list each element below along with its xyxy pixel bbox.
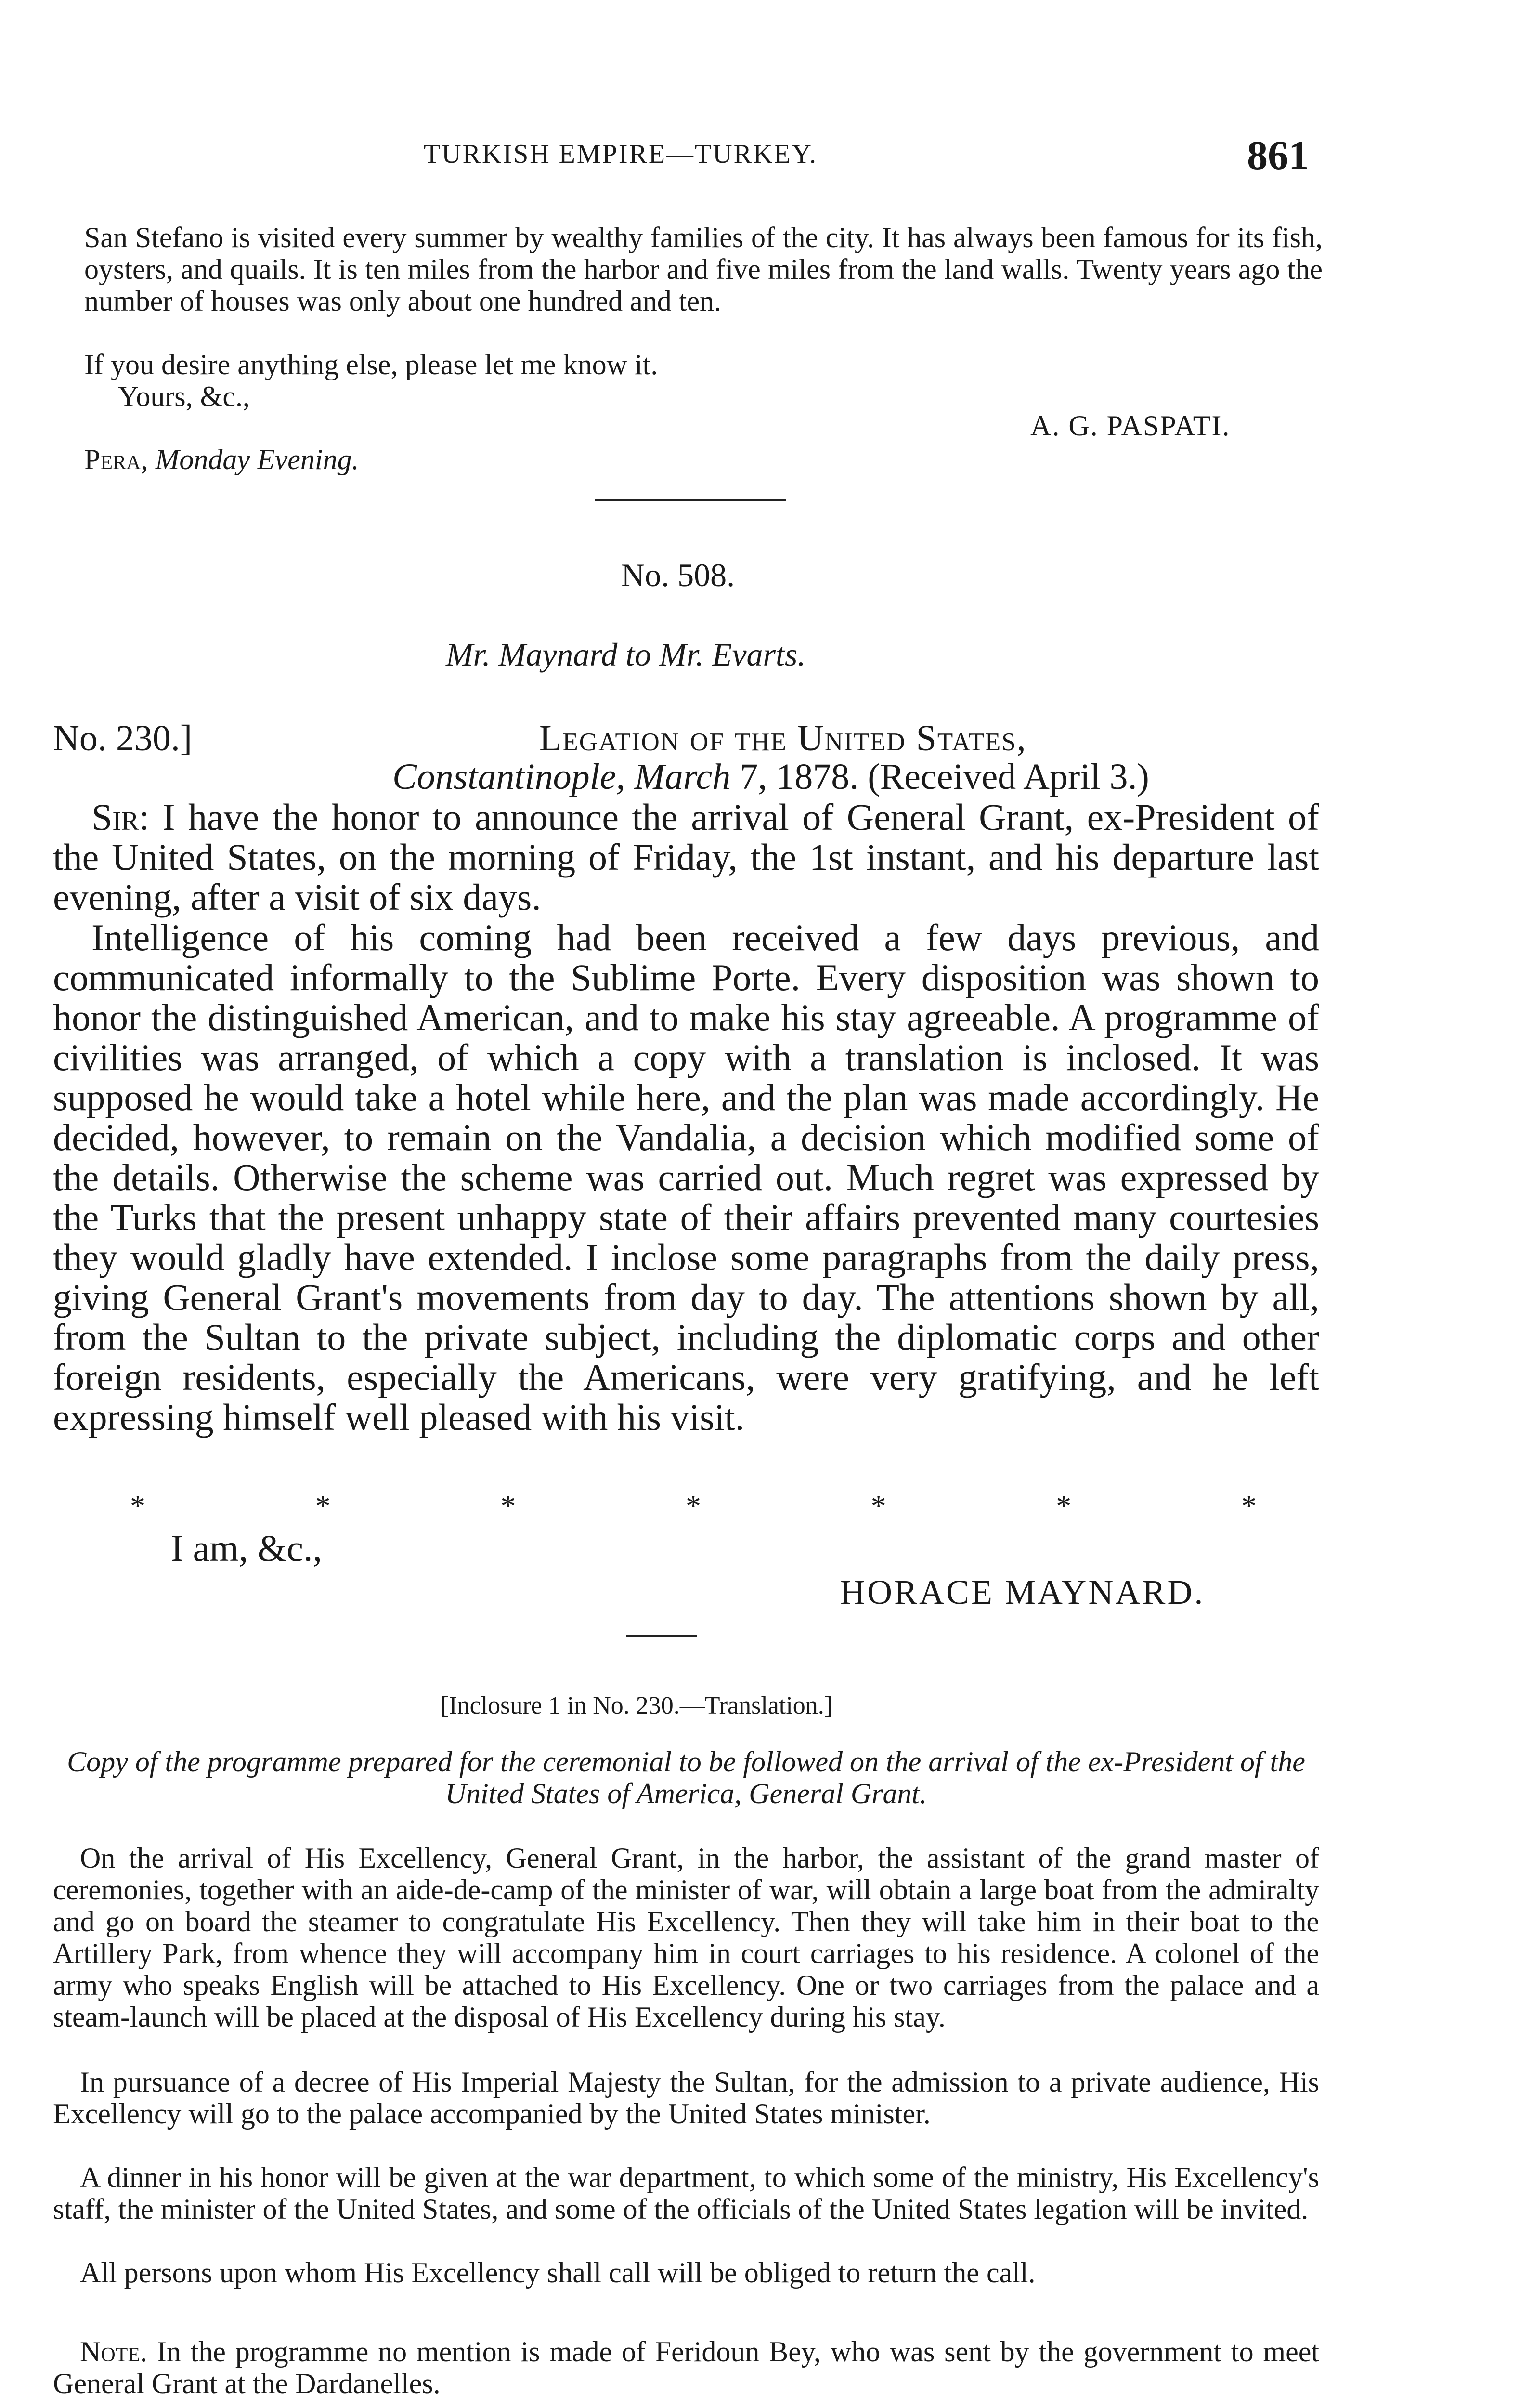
star: * [1241,1489,1257,1523]
document-number: No. 508. [621,557,735,593]
programme-paragraph-1: On the arrival of His Excellency, General Grant, in the harbor, the assistant of the grand master of ceremonies, together with an aide-de-camp of the minister of war, will obtain a large boat from the admiralty and go on board the steamer to congratulate His Excellency. Then they will take him in their boat to the Artillery Park, from whence they will accompany him in court carriages to his residence. A colonel of the army who speaks English will be attached to His Excellency. One or two carriages from the palace and a steam-launch will be placed at the disposal of His Excellency during his stay. [53,1842,1319,2033]
letter-paragraph-1-text: I have the honor to announce the arrival of General Grant, ex-President of the United States, on the morning of Friday, the 1st instant, and his departure last evening, after a visit of six days. [53,796,1320,918]
letter-paragraph-1 [53,797,1319,917]
document-title: Mr. Maynard to Mr. Evarts. [446,636,806,673]
inclosure-caption: Copy of the programme prepared for the ceremonial to be followed on the arrival of the ex-President of the United States of America, General Grant. [67,1746,1305,1809]
running-head: TURKISH EMPIRE—TURKEY. [424,139,818,169]
note-text: In the programme no mention is made of Feridoun Bey, who was sent by the government to meet General Grant at the Dardanelles. [53,2336,1320,2399]
programme-paragraph-3: A dinner in his honor will be given at the war department, to which some of the ministry, His Excellency's staff, the minister of the United States, and some of the officials of the United States legation will be invited. [53,2161,1319,2225]
received-note: (Received April 3.) [868,757,1149,797]
inclosure-label: [Inclosure 1 in No. 230.—Translation.] [441,1692,833,1719]
previous-letter-request: If you desire anything else, please let me know it. [84,349,658,380]
previous-letter-closing: Yours, &c., [118,380,250,412]
letter-place: Constantinople, [392,757,625,797]
star: * [315,1489,331,1523]
star: * [500,1489,516,1523]
programme-paragraph-4: All persons upon whom His Excellency shall call will be obliged to return the call. [80,2257,1036,2289]
page-number: 861 [1247,132,1309,178]
section-divider [626,1635,697,1637]
letter-dateline [392,756,1149,798]
dateline-time: Monday Evening. [155,444,359,475]
programme-paragraph-2: In pursuance of a decree of His Imperial Majesty the Sultan, for the admission to a private audience, His Excellency will go to the palace accompanied by the United States minister. [53,2066,1319,2130]
previous-letter-signer: A. G. PASPATI. [1030,410,1231,442]
star: * [870,1489,886,1523]
legation-heading: Legation of the United States, [539,718,1027,759]
section-divider [595,499,786,501]
letter-date: 7, 1878. [740,757,859,797]
star: * [1056,1489,1072,1523]
letter-closing: I am, &c., [171,1527,323,1569]
star: * [130,1489,145,1523]
letter-month: March [634,757,731,797]
omission-stars [130,1488,1257,1524]
letter-paragraph-2: Intelligence of his coming had been received a few days previous, and communicated informally to the Sublime Porte. Every disposition was shown to honor the distinguished American, and to make his stay agreeable. A programme of civilities was arranged, of which a copy with a translation is inclosed. It was supposed he would take a hotel while here, and the plan was made accordingly. He decided, however, to remain on the Vandalia, a decision which modified some of the details. Otherwise the scheme was carried out. Much regret was expressed by the Turks that the present unhappy state of their affairs prevented many courtesies they would gladly have extended. I inclose some paragraphs from the daily press, giving General Grant's movements from day to day. The attentions shown by all, from the Sultan to the private subject, including the diplomatic corps and other foreign residents, especially the Americans, were very gratifying, and he left expressing himself well pleased with his visit. [53,916,1319,1438]
reference-number: No. 230.] [53,718,193,759]
star: * [685,1489,701,1523]
letter-signer: HORACE MAYNARD. [840,1573,1205,1611]
note-label: Note. [80,2336,147,2368]
dateline-place: Pera, [84,444,148,475]
note-paragraph [53,2336,1319,2399]
previous-letter-dateline [84,443,359,476]
previous-letter-paragraph: San Stefano is visited every summer by wealthy families of the city. It has always been famous for its fish, oysters, and quails. It is ten miles from the harbor and five miles from the land walls. Twenty years ago the number of houses was only about one hundred and ten. [84,222,1323,317]
salutation: Sir: [91,796,150,838]
